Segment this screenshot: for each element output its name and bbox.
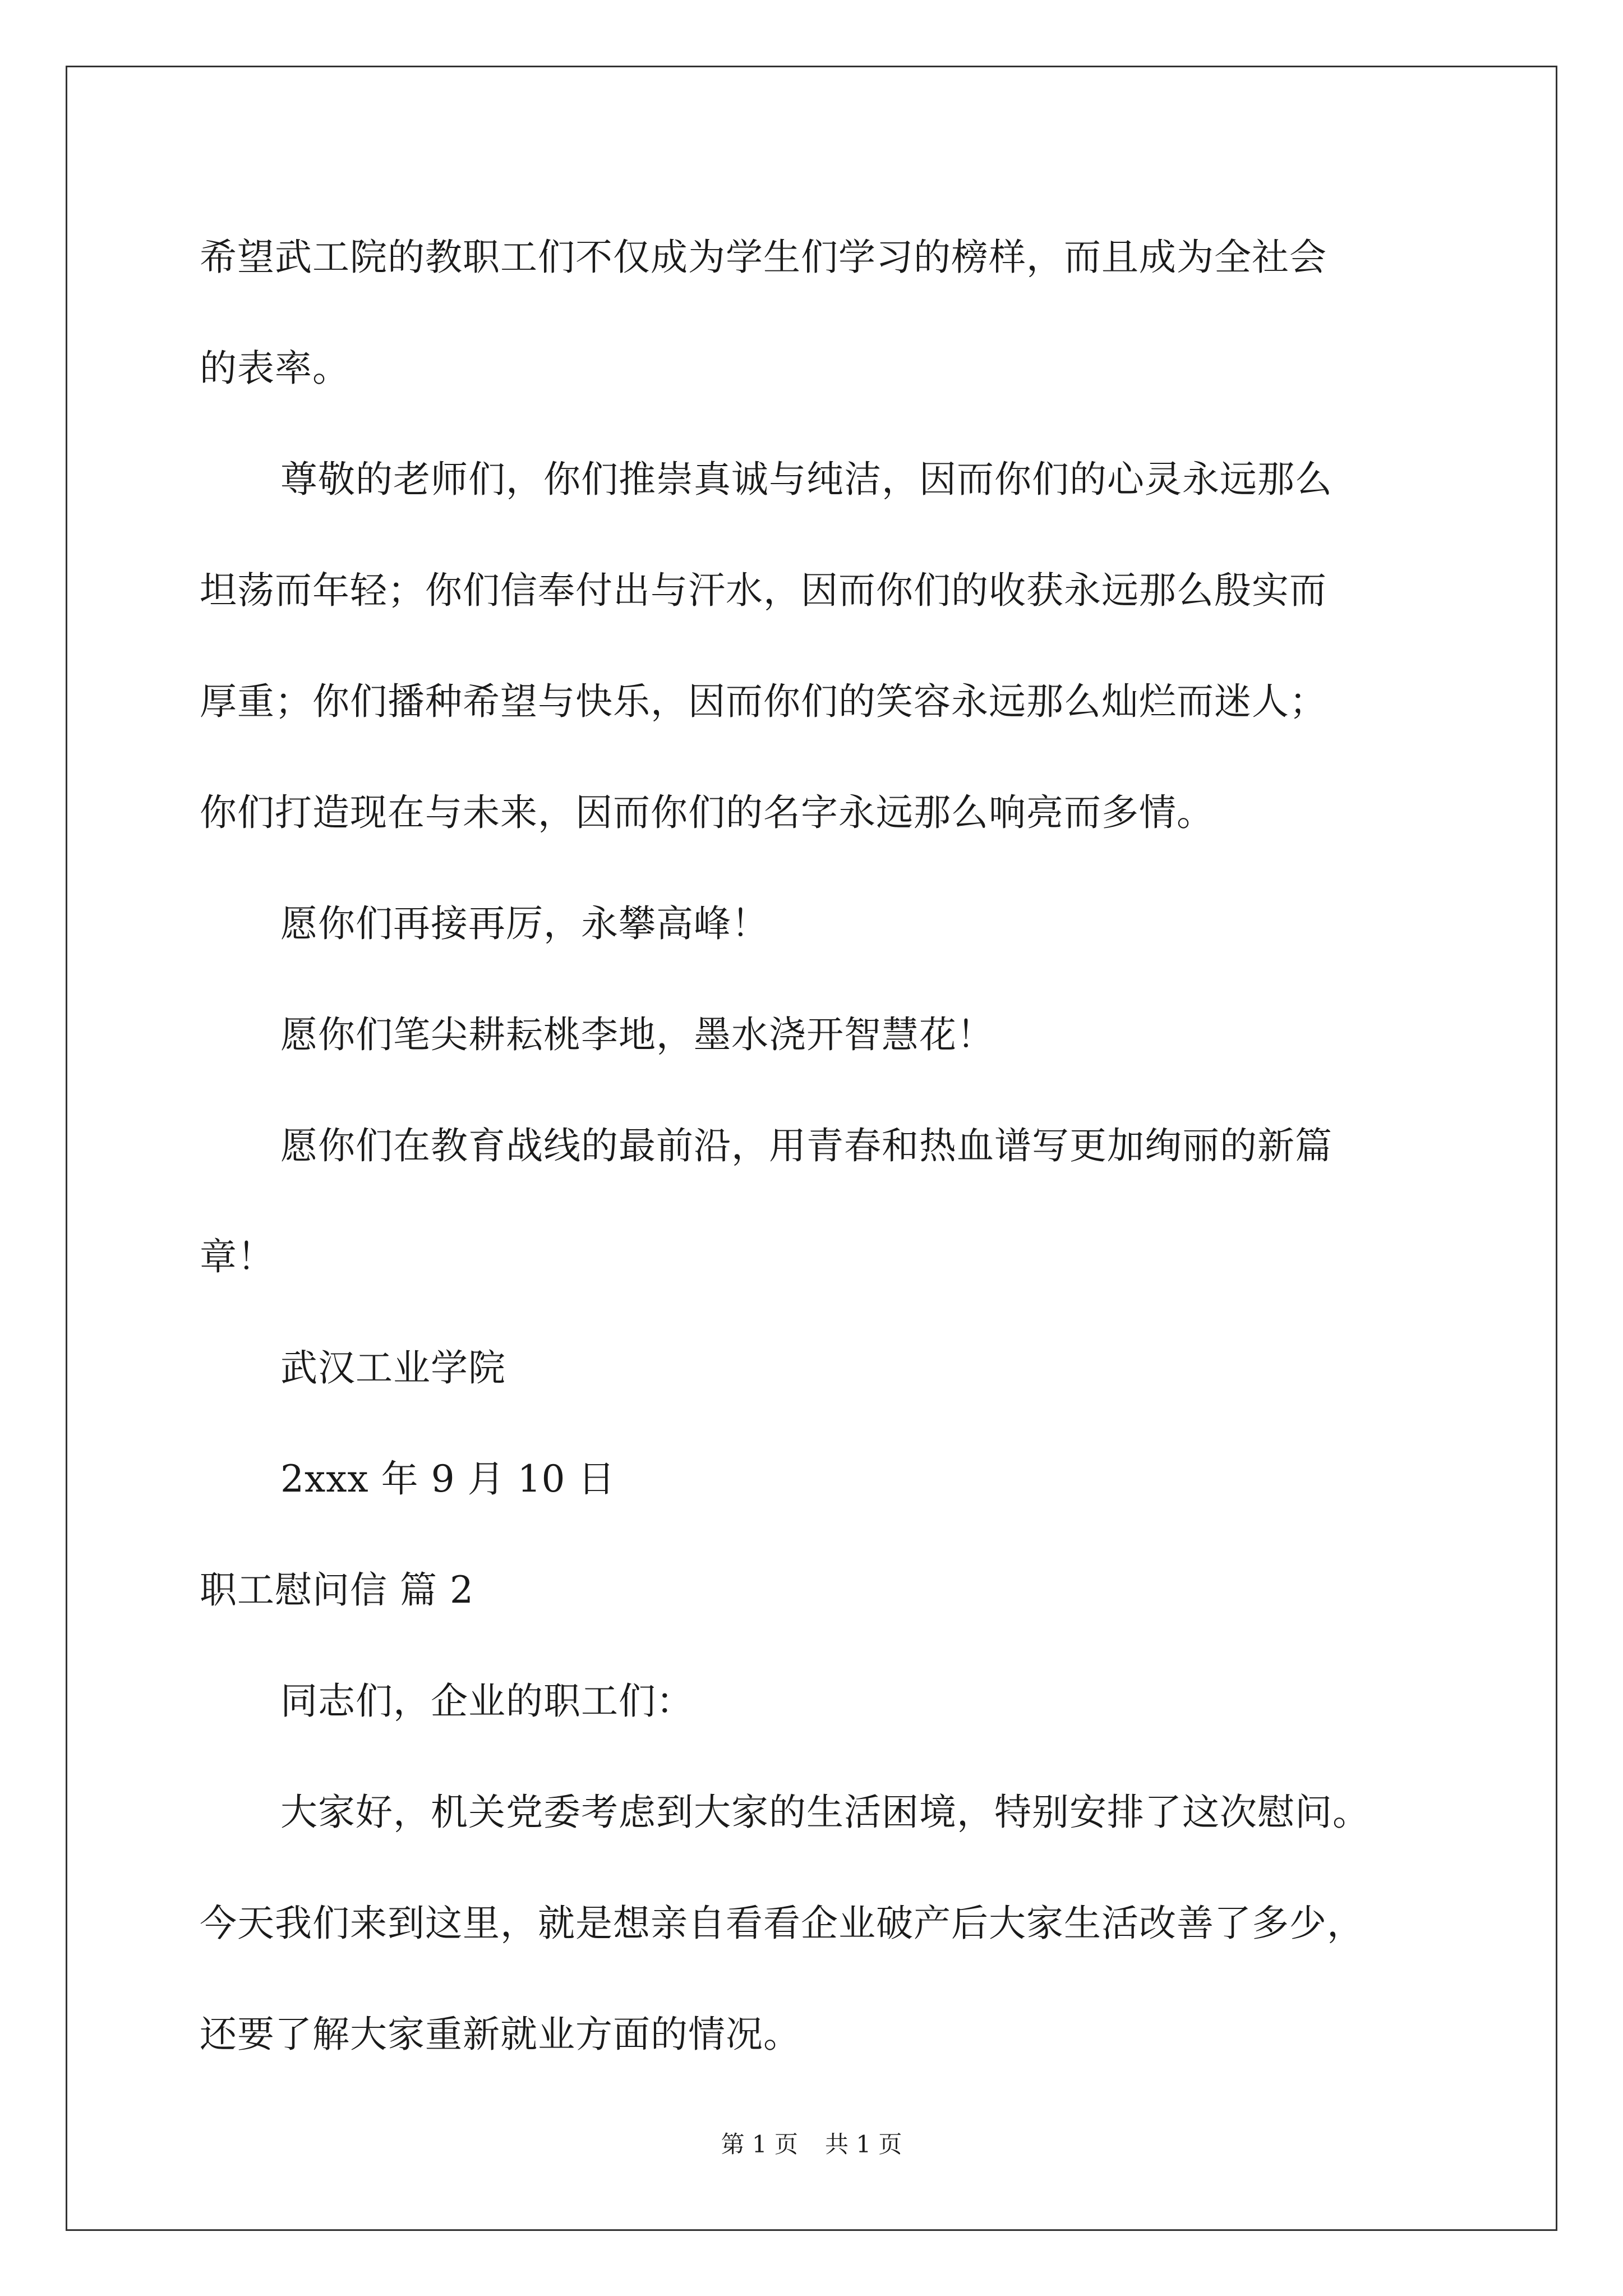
text-line-17: 还要了解大家重新就业方面的情况。 — [200, 2013, 801, 2056]
text-line-8: 愿你们笔尖耕耘桃李地，墨水浇开智慧花！ — [280, 1013, 994, 1056]
text-line-3: 尊敬的老师们，你们推崇真诚与纯洁，因而你们的心灵永远那么 — [280, 458, 1332, 501]
text-line-7: 愿你们再接再厉，永攀高峰！ — [280, 902, 769, 945]
signature-date: 2xxx 年 9 月 10 日 — [280, 1457, 616, 1501]
text-line-15: 大家好，机关党委考虑到大家的生活困境，特别安排了这次慰问。 — [280, 1791, 1370, 1834]
section-heading: 职工慰问信 篇 2 — [200, 1568, 474, 1612]
page-number-total: 共 1 页 — [825, 2131, 902, 2158]
signature-organization: 武汉工业学院 — [280, 1346, 506, 1389]
text-line-2: 的表率。 — [200, 347, 350, 390]
text-line-9: 愿你们在教育战线的最前沿，用青春和热血谱写更加绚丽的新篇 — [280, 1124, 1332, 1167]
text-line-5: 厚重；你们播种希望与快乐，因而你们的笑容永远那么灿烂而迷人； — [200, 680, 1327, 723]
text-line-6: 你们打造现在与未来，因而你们的名字永远那么响亮而多情。 — [200, 791, 1214, 834]
text-line-16: 今天我们来到这里，就是想亲自看看企业破产后大家生活改善了多少， — [200, 1902, 1364, 1945]
page-footer — [0, 2126, 1623, 2160]
text-line-4: 坦荡而年轻；你们信奉付出与汗水，因而你们的收获永远那么殷实而 — [200, 569, 1327, 612]
text-line-10: 章！ — [200, 1235, 275, 1278]
document-body — [200, 202, 1456, 2090]
page-number-current: 第 1 页 — [721, 2131, 798, 2158]
salutation: 同志们，企业的职工们： — [280, 1680, 694, 1723]
text-line-1: 希望武工院的教职工们不仅成为学生们学习的榜样，而且成为全社会 — [200, 236, 1327, 279]
